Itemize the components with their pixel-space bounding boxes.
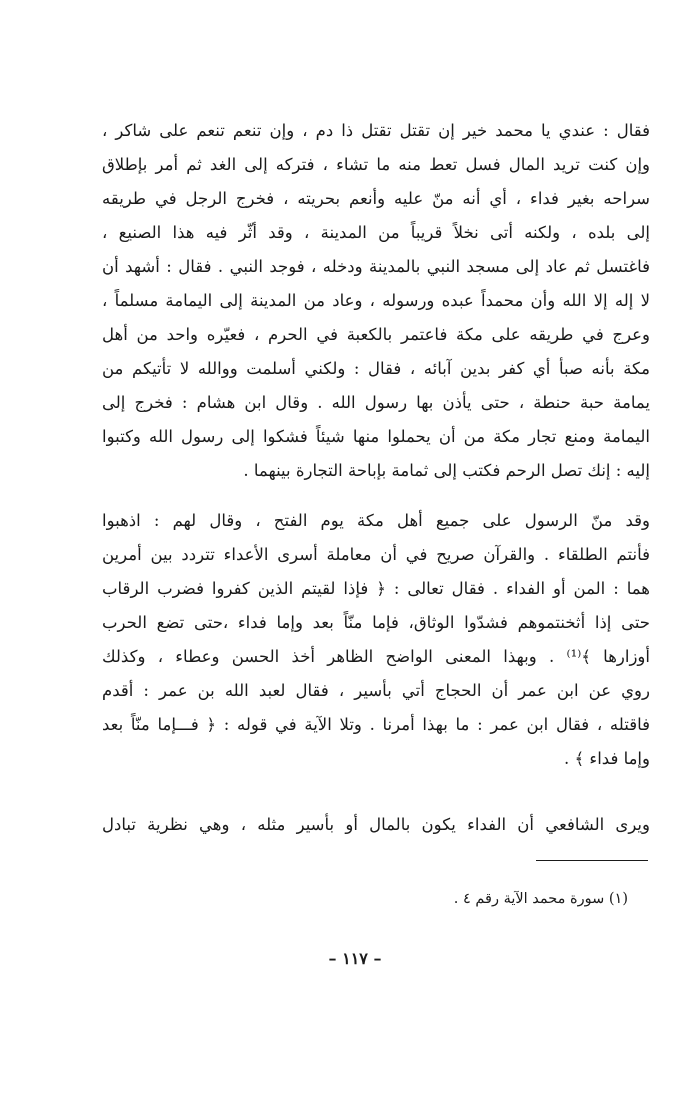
paragraph-thumama-story — [102, 114, 650, 488]
text-line: فاقتله ، فقال ابن عمر : ما بهذا أمرنا . وتلا الآية في قوله : ﴿ فـــإما منّاً بعد — [102, 715, 650, 734]
text-line: إلى بلده ، ولكنه أتى نخلاً قريباً من المدينة ، وقد أثّر فيه هذا الصنيع ، — [102, 223, 650, 242]
text-line: فقال : عندي يا محمد خير إن تقتل تقتل ذا دم ، وإن تنعم تنعم على شاكر ، — [102, 121, 650, 140]
text-line: سراحه بغير فداء ، أي أنه منّ عليه وأنعم بحريته ، فخرج الرجل في طريقه — [102, 189, 650, 208]
text-line: هما : المن أو الفداء . فقال تعالى : ﴿ فإذا لقيتم الذين كفروا فضرب الرقاب — [102, 579, 650, 598]
text-line: وقد منّ الرسول على جميع أهل مكة يوم الفتح ، وقال لهم : اذهبوا — [102, 511, 650, 530]
text-line: مكة بأنه صبأ أي كفر بدين آبائه ، فقال : ولكني أسلمت ووالله لا تأتيكم من — [102, 359, 650, 378]
text-line: وعرج في طريقه على مكة فاعتمر بالكعبة في الحرم ، فعيّره واحد من أهل — [102, 325, 650, 344]
text-line: اليمامة ومنع تجار مكة من أن يحملوا منها شيئاً فشكوا إلى رسول الله وكتبوا — [102, 427, 650, 446]
text-line: فأنتم الطلقاء . والقرآن صريح في أن معاملة أسرى الأعداء تتردد بين أمرين — [102, 545, 650, 564]
text-line: وإن كنت تريد المال فسل تعط منه ما تشاء ، فتركه إلى الغد ثم أمر بإطلاق — [102, 155, 650, 174]
text-line: ويرى الشافعي أن الفداء يكون بالمال أو بأسير مثله ، وهي نظرية تبادل — [102, 815, 650, 834]
text-line: حتى إذا أثخنتموهم فشدّوا الوثاق، فإما منّاً بعد وإما فداء ،حتى تضع الحرب — [102, 613, 650, 632]
paragraph-conquest-of-mecca — [102, 504, 650, 776]
text-line: يمامة حبة حنطة ، حتى يأذن بها رسول الله . وقال ابن هشام : فخرج إلى — [102, 393, 650, 412]
footnote: (١) سورة محمد الآية رقم ٤ . — [453, 891, 628, 907]
text-line: أوزارها ﴾⁽¹⁾ . وبهذا المعنى الواضح الظاهر أخذ الحسن وعطاء ، وكذلك — [102, 647, 650, 666]
page-number: – ١١٧ – — [328, 949, 382, 968]
text-line: إليه : إنك تصل الرحم فكتب إلى ثمامة بإباحة التجارة بينهما . — [243, 461, 650, 480]
text-line: وإما فداء ﴾ . — [564, 749, 650, 768]
text-line: روي عن ابن عمر أن الحجاج أتي بأسير ، فقال لعبد الله بن عمر : أقدم — [102, 681, 650, 700]
footnote-separator — [536, 860, 648, 861]
paragraph-shafii-view — [102, 808, 650, 842]
text-line: فاغتسل ثم عاد إلى مسجد النبي بالمدينة ودخله ، فوجد النبي . فقال : أشهد أن — [102, 257, 650, 276]
text-line: لا إله إلا الله وأن محمداً عبده ورسوله ، وعاد من المدينة إلى اليمامة مسلماً ، — [102, 291, 650, 310]
